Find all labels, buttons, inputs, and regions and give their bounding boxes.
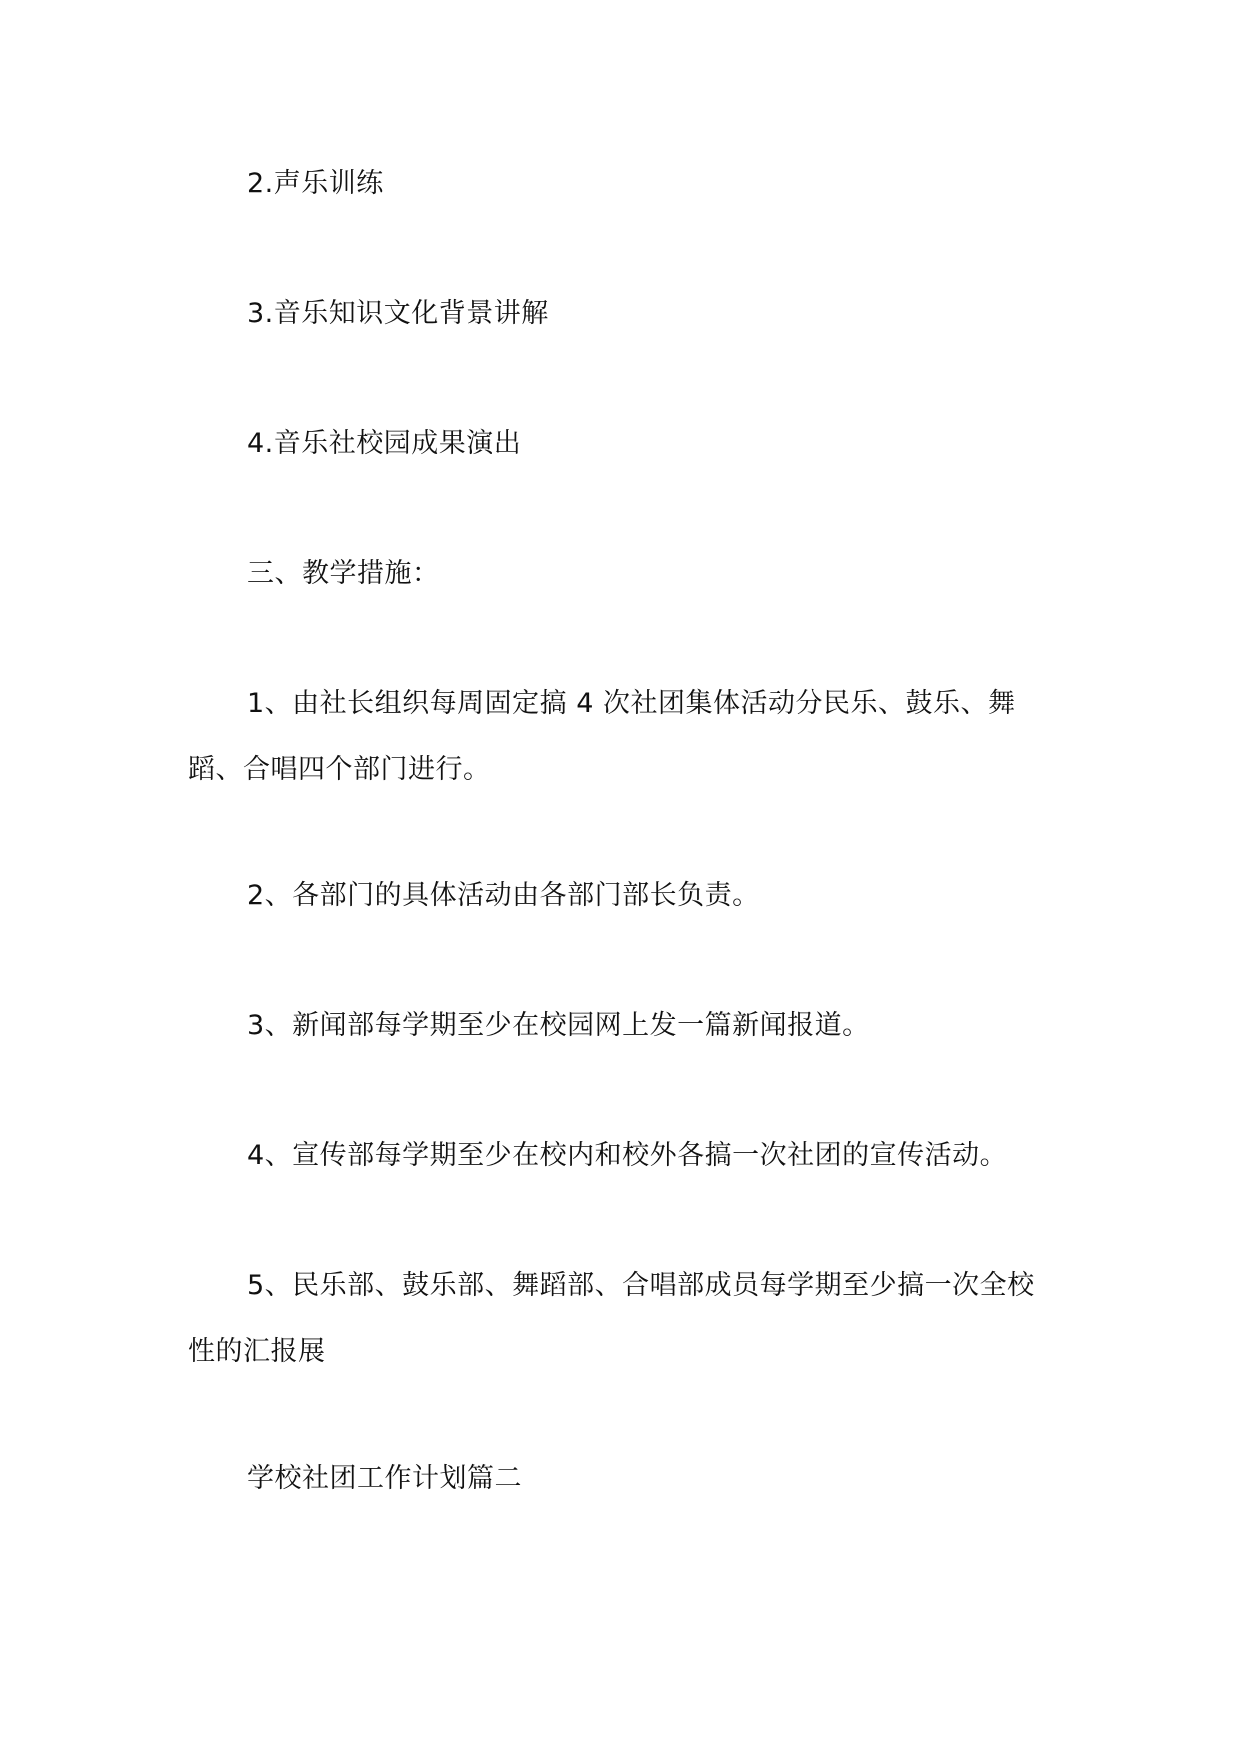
section-heading-plan-two: 学校社团工作计划篇二 [247, 1463, 522, 1494]
paragraph-music-knowledge: 3.音乐知识文化背景讲解 [247, 298, 549, 329]
paragraph-measure-5: 5、民乐部、鼓乐部、舞蹈部、合唱部成员每学期至少搞一次全校性的汇报展 [188, 1270, 1035, 1367]
paragraph-campus-performance: 4.音乐社校园成果演出 [247, 428, 522, 459]
paragraph-measure-2: 2、各部门的具体活动由各部门部长负责。 [247, 880, 760, 911]
paragraph-measure-3: 3、新闻部每学期至少在校园网上发一篇新闻报道。 [247, 1010, 870, 1041]
section-heading-teaching-measures: 三、教学措施： [247, 558, 440, 589]
paragraph-vocal-training: 2.声乐训练 [247, 168, 384, 199]
paragraph-measure-1: 1、由社长组织每周固定搞 4 次社团集体活动分民乐、鼓乐、舞蹈、合唱四个部门进行。 [188, 688, 1016, 785]
paragraph-measure-4: 4、宣传部每学期至少在校内和校外各搞一次社团的宣传活动。 [247, 1140, 1008, 1171]
